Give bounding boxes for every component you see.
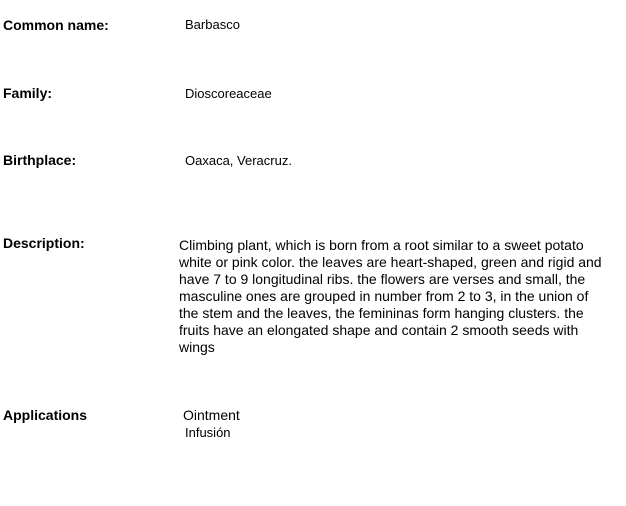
applications-label: Applications <box>3 407 88 423</box>
application-item: Ointment <box>183 407 240 423</box>
description-text: Climbing plant, which is born from a root similar to a sweet potato white or pink color. the leaves are heart-shaped, green and rigid and have 7 to 9 longitudinal ribs. the flowers are verses and small, the masculine ones are grouped in number from 2 to 3, in the union of the stem and the leaves, the femininas form hanging clusters. the fruits have an elongated shape and contain 2 smooth seeds with wings <box>179 237 602 355</box>
common-name-label: Common name: <box>3 17 109 33</box>
birthplace-value: Oaxaca, Veracruz. <box>185 153 292 168</box>
common-name-value: Barbasco <box>185 17 240 32</box>
birthplace-label: Birthplace: <box>3 152 77 168</box>
applications-list <box>183 407 240 441</box>
description-label: Description: <box>3 235 85 251</box>
family-value: Dioscoreaceae <box>185 86 272 101</box>
application-item: Infusión <box>185 425 231 440</box>
family-label: Family: <box>3 85 53 101</box>
